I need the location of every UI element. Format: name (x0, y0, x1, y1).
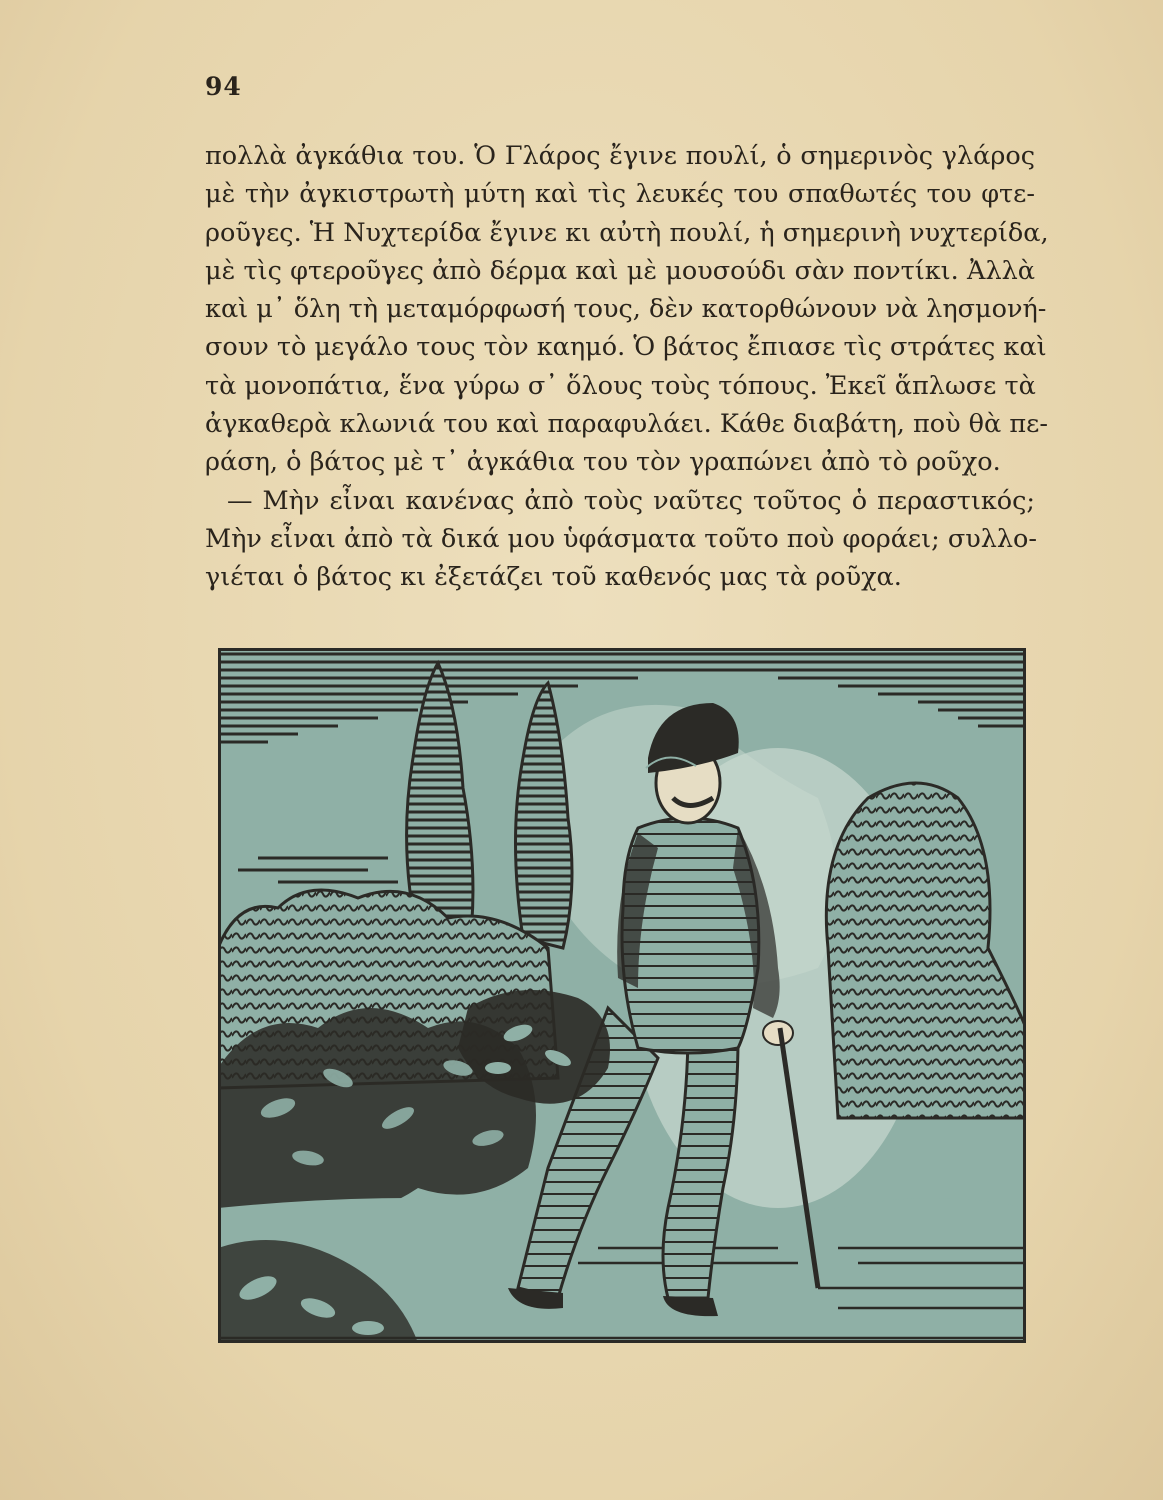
body-text (205, 137, 1049, 597)
text-line: τὰ μονοπάτια, ἕνα γύρω σ᾽ ὅλους τοὺς τόπους. Ἐκεῖ ἅπλωσε τὰ (205, 370, 1036, 401)
text-line: μὲ τὶς φτεροῦγες ἀπὸ δέρμα καὶ μὲ μουσούδι σὰν ποντίκι. Ἀλλὰ (205, 255, 1035, 286)
woodcut-illustration (218, 648, 1026, 1343)
text-line: ἀγκαθερὰ κλωνιά του καὶ παραφυλάει. Κάθε διαβάτη, ποὺ θὰ πε- (205, 409, 1048, 440)
text-line: Μὴν εἶναι ἀπὸ τὰ δικά μου ὑφάσματα τοῦτο ποὺ φοράει; συλλο- (205, 523, 1038, 554)
text-line: γιέται ὁ βάτος κι ἐξετάζει τοῦ καθενός μας τὰ ροῦχα. (205, 562, 902, 593)
text-line: πολλὰ ἀγκάθια του. Ὁ Γλάρος ἔγινε πουλί, ὁ σημερινὸς γλάρος (205, 141, 1035, 171)
illustration-svg (218, 648, 1026, 1343)
page-number: 94 (205, 72, 242, 101)
text-line: — Μὴν εἶναι κανένας ἀπὸ τοὺς ναῦτες τοῦτος ὁ περαστικός; (227, 485, 1035, 516)
text-line: μὲ τὴν ἀγκιστρωτὴ μύτη καὶ τὶς λευκές του σπαθωτές του φτε- (205, 179, 1035, 210)
text-line: σουν τὸ μεγάλο τους τὸν καημό. Ὁ βάτος ἔπιασε τὶς στράτες καὶ (205, 332, 1047, 363)
text-line: ροῦγες. Ἡ Νυχτερίδα ἔγινε κι αὐτὴ πουλί, ἡ σημερινὴ νυχτερίδα, (205, 217, 1049, 248)
text-line: ράση, ὁ βάτος μὲ τ᾽ ἀγκάθια του τὸν γραπώνει ἀπὸ τὸ ροῦχο. (205, 447, 1001, 478)
paragraph-2 (205, 482, 1038, 597)
text-line: καὶ μ᾽ ὅλη τὴ μεταμόρφωσή τους, δὲν κατορθώνουν νὰ λησμονή- (205, 294, 1047, 325)
paragraph-1 (205, 137, 1049, 482)
